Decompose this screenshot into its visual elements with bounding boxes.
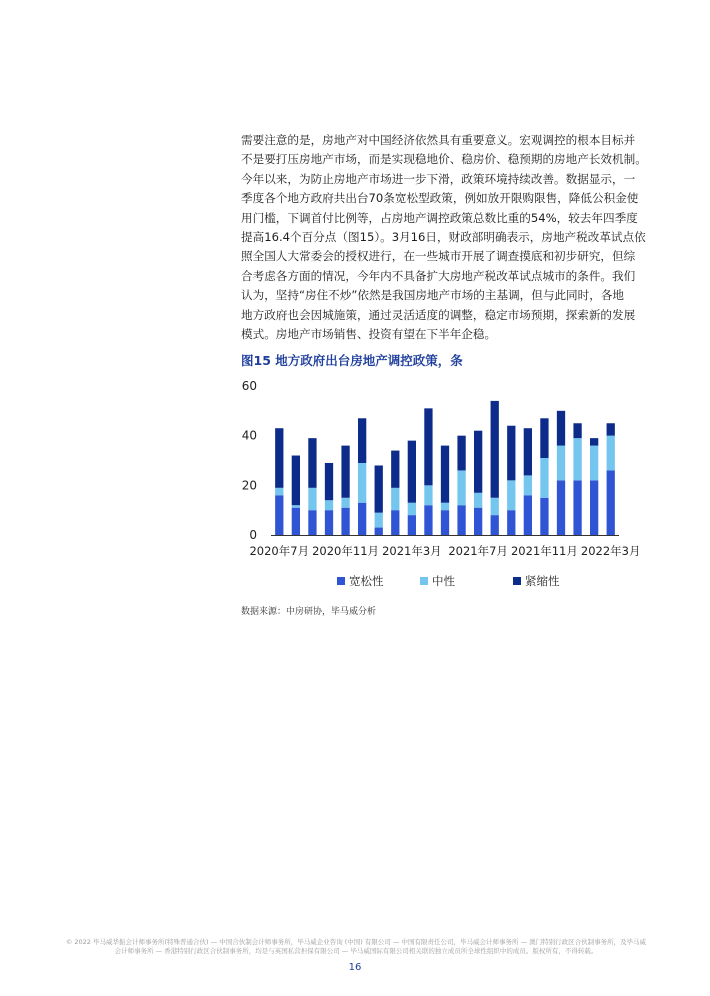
paragraph-line: 不是要打压房地产市场，而是实现稳地价、稳房价、稳预期的房地产长效机制。 [241, 152, 647, 167]
paragraph-line: 今年以来，为防止房地产市场进一步下滑，政策环境持续改善。数据显示，一 [241, 171, 636, 186]
y-tick-label: 0 [249, 528, 257, 542]
bar-segment [491, 498, 499, 515]
bar-segment [391, 451, 399, 488]
bar-segment [557, 480, 565, 535]
copyright-footer: © 2022 毕马威华振会计师事务所(特殊普通合伙) — 中国合伙制会计师事务所，毕马威企业咨询 (中国) 有限公司 — 中国有限责任公司，毕马威会计师事务所 — 澳门特别行政区合伙制事务所，及毕马威会计师事务所 — 香港特别行政区合伙制事务所，均是与英国私营担保有限公司 — 毕马威国际有限公司相关联的独立成员所全球性组织中的成员。版权所有，不得转载。 [65, 938, 647, 955]
bar-segment [540, 418, 548, 458]
bar-segment [573, 423, 581, 438]
bar-segment [391, 510, 399, 535]
bar-segment [507, 480, 515, 510]
bar-segment [424, 505, 432, 535]
stacked-bar-chart [241, 375, 661, 600]
x-tick-label: 2021年7月 [448, 544, 508, 558]
y-tick-label: 40 [241, 428, 257, 443]
paragraph-line: 用门槛，下调首付比例等，占房地产调控政策总数比重的54%，较去年四季度 [241, 210, 638, 225]
page-number: 16 [348, 962, 362, 973]
bar-segment [308, 488, 316, 510]
bar-segment [375, 513, 383, 528]
bar-segment [557, 446, 565, 481]
bar-segment [325, 463, 333, 500]
legend-swatch [513, 577, 521, 585]
legend-label: 紧缩性 [525, 574, 560, 588]
bar-segment [540, 498, 548, 535]
bar-segment [424, 485, 432, 505]
bar-segment [408, 503, 416, 515]
bar-segment [474, 508, 482, 535]
bar-segment [408, 441, 416, 503]
bar-segment [292, 456, 300, 506]
bar-segment [292, 505, 300, 507]
bar-segment [590, 438, 598, 445]
bar-segment [540, 458, 548, 498]
bar-segment [375, 528, 383, 535]
x-tick-label: 2021年3月 [382, 544, 442, 558]
paragraph-line: 季度各个地方政府共出台70条宽松型政策，例如放开限购限售，降低公积金使 [241, 191, 639, 206]
bar-segment [607, 470, 615, 535]
paragraph-line: 地方政府也会因城施策，通过灵活适度的调整，稳定市场预期，探索新的发展 [241, 307, 636, 322]
bar-segment [507, 426, 515, 481]
bar-segment [408, 515, 416, 535]
legend-swatch [420, 577, 428, 585]
bar-segment [607, 436, 615, 471]
legend-label: 宽松性 [349, 574, 384, 588]
bar-segment [441, 503, 449, 510]
bar-segment [507, 510, 515, 535]
bar-segment [474, 431, 482, 493]
bar-segment [441, 510, 449, 535]
bar-segment [524, 495, 532, 535]
bar-segment [590, 480, 598, 535]
bar-segment [524, 428, 532, 475]
bar-segment [573, 480, 581, 535]
y-tick-label: 20 [241, 478, 257, 493]
bar-segment [275, 428, 283, 488]
bar-segment [341, 508, 349, 535]
bar-segment [391, 488, 399, 510]
bar-segment [341, 498, 349, 508]
x-tick-label: 2020年7月 [249, 544, 310, 558]
paragraph-line: 合考虑各方面的情况，今年内不具备扩大房地产税改革试点城市的条件。我们 [241, 268, 636, 283]
bar-segment [358, 418, 366, 463]
bar-segment [341, 446, 349, 498]
paragraph-line: 需要注意的是，房地产对中国经济依然具有重要意义。宏观调控的根本目标并 [241, 133, 636, 147]
bar-segment [607, 423, 615, 435]
bar-segment [441, 446, 449, 503]
bar-segment [375, 465, 383, 512]
y-tick-label: 60 [241, 379, 257, 393]
bar-segment [590, 446, 598, 481]
bar-segment [424, 408, 432, 485]
bar-segment [308, 510, 316, 535]
x-tick-label: 2020年11月 [312, 544, 380, 558]
paragraph-line: 提高16.4个百分点（图15）。3月16日，财政部明确表示，房地产税改革试点依 [241, 230, 646, 245]
bar-segment [358, 503, 366, 535]
bar-segment [474, 493, 482, 508]
bar-segment [358, 463, 366, 503]
paragraph-line: 模式。房地产市场销售、投资有望在下半年企稳。 [241, 327, 497, 342]
bar-segment [557, 411, 565, 446]
bar-segment [573, 438, 581, 480]
paragraph-line: 照全国人大常委会的授权进行，在一些城市开展了调查摸底和初步研究，但综 [241, 249, 636, 264]
figure-title: 图15 地方政府出台房地产调控政策，条 [241, 353, 463, 368]
bar-segment [524, 475, 532, 495]
body-paragraph [241, 131, 659, 344]
bar-segment [292, 508, 300, 535]
x-tick-label: 2021年11月 [510, 544, 578, 558]
bar-segment [325, 510, 333, 535]
x-tick-label: 2022年3月 [580, 544, 641, 558]
bar-segment [457, 436, 465, 471]
bar-segment [308, 438, 316, 488]
bar-segment [275, 495, 283, 535]
legend-label: 中性 [432, 574, 455, 588]
legend-swatch [337, 577, 345, 585]
data-source: 数据来源：中房研协，毕马威分析 [241, 607, 377, 617]
bar-segment [457, 505, 465, 535]
bar-segment [275, 488, 283, 495]
bar-segment [491, 515, 499, 535]
paragraph-line: 认为，坚持“房住不炒”依然是我国房地产市场的主基调，但与此同时，各地 [241, 288, 625, 303]
bar-segment [491, 401, 499, 498]
bar-segment [325, 500, 333, 510]
bar-segment [457, 470, 465, 505]
